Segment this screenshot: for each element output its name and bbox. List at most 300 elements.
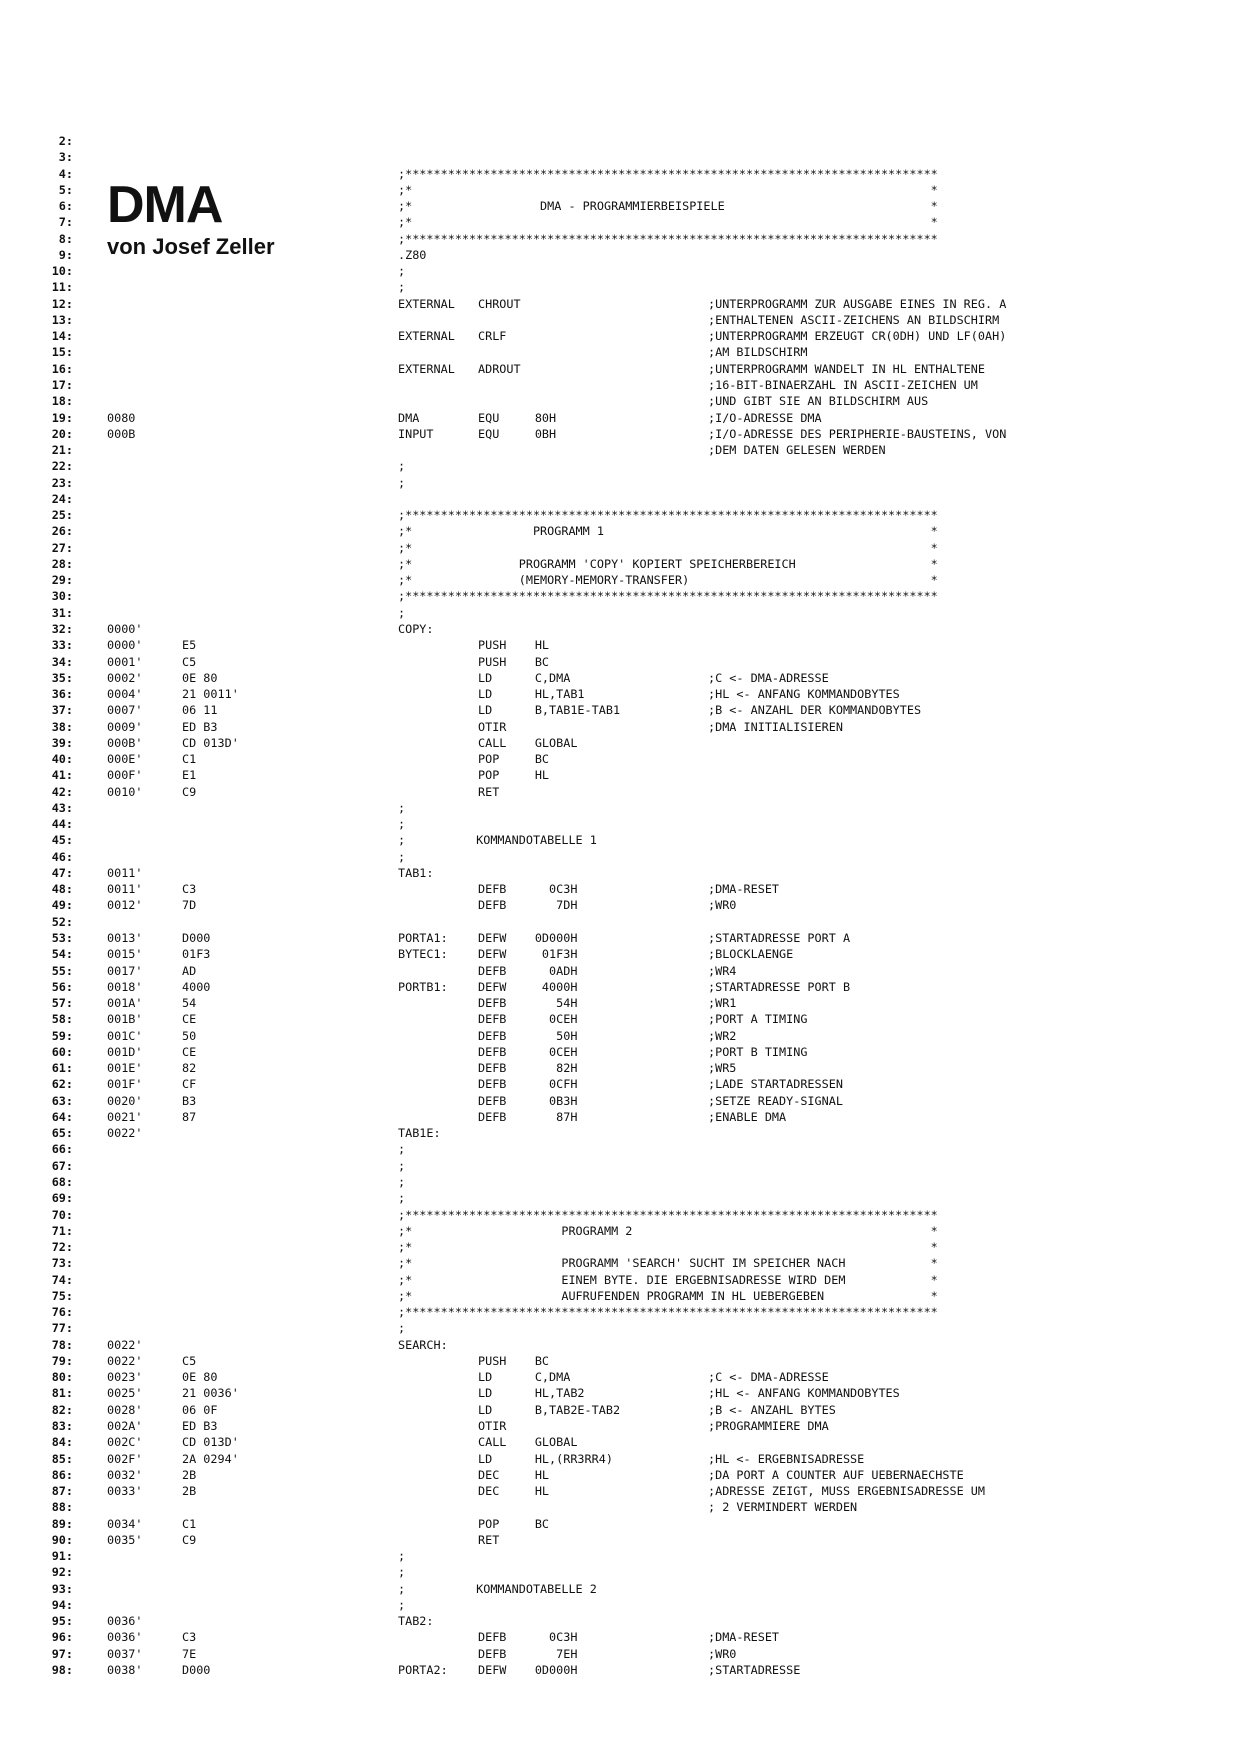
source-line: ; (398, 1142, 406, 1157)
address: 0009' (107, 719, 143, 734)
listing-row (0, 426, 1240, 442)
address: 0023' (107, 1370, 143, 1385)
listing-row (0, 442, 1240, 458)
source-instruction: POP BC (478, 1516, 550, 1531)
machine-code: C5 (182, 1353, 197, 1368)
line-number: 89: (51, 1516, 73, 1531)
listing-row (0, 1353, 1240, 1369)
source-comment: ;STARTADRESSE PORT B (708, 979, 851, 994)
source-line: ; (398, 800, 406, 815)
source-instruction: PUSH BC (478, 1353, 550, 1368)
listing-row (0, 1385, 1240, 1401)
source-label: DMA (398, 410, 420, 425)
address: 0028' (107, 1402, 143, 1417)
machine-code: 01F3 (182, 947, 211, 962)
line-number: 22: (51, 459, 73, 474)
machine-code: 06 11 (182, 703, 218, 718)
listing-row (0, 523, 1240, 539)
source-line: ;*************************************************************************** (398, 166, 938, 181)
source-instruction: EQU 0BH (478, 426, 557, 441)
source-line: ;*************************************************************************** (398, 1305, 938, 1320)
source-instruction: DEFW 0D000H (478, 931, 578, 946)
listing-row (0, 1337, 1240, 1353)
line-number: 3: (58, 150, 73, 165)
address: 000B' (107, 735, 143, 750)
line-number: 43: (51, 800, 73, 815)
source-comment: ;DMA-RESET (708, 882, 780, 897)
listing-row (0, 572, 1240, 588)
machine-code: D000 (182, 931, 211, 946)
source-instruction: DEFB 0ADH (478, 963, 578, 978)
source-line: ;*************************************************************************** (398, 508, 938, 523)
listing-row (0, 849, 1240, 865)
address: 0022' (107, 1337, 143, 1352)
listing-row (0, 1483, 1240, 1499)
listing-row (0, 556, 1240, 572)
listing-row (0, 1060, 1240, 1076)
line-number: 11: (51, 280, 73, 295)
source-label: BYTEC1: (398, 947, 448, 962)
listing-row (0, 182, 1240, 198)
source-label: EXTERNAL (398, 296, 455, 311)
listing-row (0, 231, 1240, 247)
machine-code: 4000 (182, 979, 211, 994)
source-line: ; (398, 280, 406, 295)
source-comment: ;WR1 (708, 996, 737, 1011)
listing-row (0, 1564, 1240, 1580)
source-line: ; KOMMANDOTABELLE 1 (398, 833, 597, 848)
source-comment: ;PORT A TIMING (708, 1012, 808, 1027)
line-number: 64: (51, 1109, 73, 1124)
source-comment: ;UNTERPROGRAMM WANDELT IN HL ENTHALTENE (708, 361, 985, 376)
source-instruction: DEFB 0CEH (478, 1044, 578, 1059)
listing-row (0, 605, 1240, 621)
line-number: 92: (51, 1565, 73, 1580)
line-number: 29: (51, 573, 73, 588)
listing-row (0, 1272, 1240, 1288)
source-instruction: PUSH HL (478, 638, 550, 653)
source-instruction: POP HL (478, 768, 550, 783)
listing-row (0, 1467, 1240, 1483)
source-comment: ;UND GIBT SIE AN BILDSCHIRM AUS (708, 394, 929, 409)
line-number: 26: (51, 524, 73, 539)
listing-row (0, 1516, 1240, 1532)
source-line: ; (398, 605, 406, 620)
article-title: DMA (107, 176, 223, 234)
source-instruction: DEFB 7EH (478, 1646, 578, 1661)
source-comment: ;AM BILDSCHIRM (708, 345, 808, 360)
listing-row (0, 507, 1240, 523)
address: 0035' (107, 1532, 143, 1547)
listing-row (0, 654, 1240, 670)
line-number: 74: (51, 1272, 73, 1287)
source-comment: ;WR5 (708, 1061, 737, 1076)
source-line: ;* DMA - PROGRAMMIERBEISPIELE * (398, 199, 938, 214)
line-number: 63: (51, 1093, 73, 1108)
line-number: 40: (51, 752, 73, 767)
line-number: 45: (51, 833, 73, 848)
address: 0018' (107, 979, 143, 994)
address: 0036' (107, 1630, 143, 1645)
line-number: 17: (51, 377, 73, 392)
source-line: ;* PROGRAMM 'SEARCH' SUCHT IM SPEICHER NACH * (398, 1256, 938, 1271)
source-line: ; (398, 459, 406, 474)
source-comment: ;WR0 (708, 1646, 737, 1661)
source-instruction: LD B,TAB2E-TAB2 (478, 1402, 621, 1417)
source-instruction: DEFB 0C3H (478, 882, 578, 897)
source-instruction: DEFB 87H (478, 1109, 578, 1124)
listing-row (0, 1532, 1240, 1548)
line-number: 71: (51, 1223, 73, 1238)
source-comment: ;C <- DMA-ADRESSE (708, 670, 829, 685)
source-comment: ;HL <- ANFANG KOMMANDOBYTES (708, 1386, 900, 1401)
listing-row (0, 296, 1240, 312)
source-comment: ;LADE STARTADRESSEN (708, 1077, 843, 1092)
address: 0025' (107, 1386, 143, 1401)
machine-code: 2B (182, 1484, 197, 1499)
line-number: 25: (51, 508, 73, 523)
source-line: ;* * (398, 215, 938, 230)
line-number: 28: (51, 556, 73, 571)
source-instruction: ADROUT (478, 361, 521, 376)
source-instruction: RET (478, 1532, 500, 1547)
source-instruction: PUSH BC (478, 654, 550, 669)
source-line: ; (398, 1321, 406, 1336)
line-number: 83: (51, 1418, 73, 1433)
source-comment: ;ENTHALTENEN ASCII-ZEICHENS AN BILDSCHIRM (708, 312, 1000, 327)
source-label: TAB1E: (398, 1126, 441, 1141)
source-line: ;* AUFRUFENDEN PROGRAMM IN HL UEBERGEBEN * (398, 1288, 938, 1303)
machine-code: E5 (182, 638, 197, 653)
source-line: ;* * (398, 182, 938, 197)
listing-row (0, 686, 1240, 702)
source-instruction: CALL GLOBAL (478, 735, 578, 750)
listing-row (0, 1662, 1240, 1678)
source-line: ; (398, 1175, 406, 1189)
machine-code: 82 (182, 1061, 197, 1076)
machine-code: 7D (182, 898, 197, 913)
address: 000B (107, 426, 136, 441)
machine-code: CD 013D' (182, 735, 239, 750)
line-number: 97: (51, 1646, 73, 1661)
listing-row (0, 735, 1240, 751)
listing-row (0, 832, 1240, 848)
machine-code: ED B3 (182, 1418, 218, 1433)
source-instruction: DEFB 0C3H (478, 1630, 578, 1645)
source-label: INPUT (398, 426, 434, 441)
line-number: 69: (51, 1191, 73, 1206)
source-instruction: DEFW 01F3H (478, 947, 578, 962)
listing-row (0, 816, 1240, 832)
machine-code: C9 (182, 1532, 197, 1547)
machine-code: C9 (182, 784, 197, 799)
line-number: 9: (58, 247, 73, 262)
source-instruction: CHROUT (478, 296, 521, 311)
listing-row (0, 1548, 1240, 1564)
source-instruction: DEFB 82H (478, 1061, 578, 1076)
listing-row (0, 914, 1240, 930)
source-label: EXTERNAL (398, 329, 455, 344)
line-number: 77: (51, 1321, 73, 1336)
source-instruction: DEFB 0B3H (478, 1093, 578, 1108)
listing-row (0, 149, 1240, 165)
listing-row (0, 361, 1240, 377)
listing-row (0, 979, 1240, 995)
machine-code: 50 (182, 1028, 197, 1043)
line-number: 81: (51, 1386, 73, 1401)
line-number: 38: (51, 719, 73, 734)
source-comment: ;B <- ANZAHL DER KOMMANDOBYTES (708, 703, 922, 718)
machine-code: 2B (182, 1467, 197, 1482)
line-number: 82: (51, 1402, 73, 1417)
address: 001B' (107, 1012, 143, 1027)
listing-row (0, 1076, 1240, 1092)
listing-row (0, 702, 1240, 718)
line-number: 21: (51, 443, 73, 458)
line-number: 12: (51, 296, 73, 311)
source-line: ; (398, 264, 406, 279)
source-instruction: RET (478, 784, 500, 799)
line-number: 14: (51, 329, 73, 344)
source-comment: ;WR0 (708, 898, 737, 913)
listing-row (0, 247, 1240, 263)
listing-row (0, 1581, 1240, 1597)
listing-row (0, 930, 1240, 946)
source-line: ; (398, 1158, 406, 1173)
address: 0011' (107, 865, 143, 880)
address: 0000' (107, 638, 143, 653)
listing-row (0, 214, 1240, 230)
line-number: 76: (51, 1305, 73, 1320)
line-number: 53: (51, 931, 73, 946)
source-comment: ;UNTERPROGRAMM ERZEUGT CR(0DH) UND LF(0AH) (708, 329, 1007, 344)
listing-row (0, 1239, 1240, 1255)
source-instruction: DEFB 50H (478, 1028, 578, 1043)
address: 0013' (107, 931, 143, 946)
listing-row (0, 897, 1240, 913)
listing-row (0, 1125, 1240, 1141)
line-number: 41: (51, 768, 73, 783)
line-number: 96: (51, 1630, 73, 1645)
listing-row (0, 719, 1240, 735)
address: 0002' (107, 670, 143, 685)
source-instruction: EQU 80H (478, 410, 557, 425)
source-line: ;* PROGRAMM 2 * (398, 1223, 938, 1238)
machine-code: 87 (182, 1109, 197, 1124)
line-number: 10: (51, 264, 73, 279)
listing-row (0, 1011, 1240, 1027)
address: 0032' (107, 1467, 143, 1482)
machine-code: 21 0036' (182, 1386, 239, 1401)
source-comment: ;DMA INITIALISIEREN (708, 719, 843, 734)
machine-code: D000 (182, 1662, 211, 1677)
article-author: von Josef Zeller (107, 234, 275, 259)
listing-row (0, 1402, 1240, 1418)
listing-row (0, 1629, 1240, 1645)
listing-row (0, 1158, 1240, 1174)
source-instruction: LD C,DMA (478, 1370, 571, 1385)
machine-code: AD (182, 963, 197, 978)
source-line: ;*************************************************************************** (398, 1207, 938, 1222)
listing-row (0, 458, 1240, 474)
address: 000F' (107, 768, 143, 783)
line-number: 47: (51, 865, 73, 880)
source-comment: ; 2 VERMINDERT WERDEN (708, 1500, 858, 1515)
source-line: ; (398, 1565, 406, 1580)
line-number: 7: (58, 215, 73, 230)
address: 001E' (107, 1061, 143, 1076)
source-comment: ;ENABLE DMA (708, 1109, 787, 1124)
machine-code: CE (182, 1044, 197, 1059)
listing-row (0, 865, 1240, 881)
source-instruction: OTIR (478, 1418, 507, 1433)
line-number: 62: (51, 1077, 73, 1092)
machine-code: C1 (182, 1516, 197, 1531)
address: 000E' (107, 752, 143, 767)
machine-code: C3 (182, 882, 197, 897)
line-number: 48: (51, 882, 73, 897)
address: 0022' (107, 1126, 143, 1141)
source-instruction: DEC HL (478, 1467, 550, 1482)
machine-code: 21 0011' (182, 687, 239, 702)
line-number: 52: (51, 914, 73, 929)
address: 001C' (107, 1028, 143, 1043)
line-number: 13: (51, 312, 73, 327)
listing-row (0, 344, 1240, 360)
source-comment: ;DEM DATEN GELESEN WERDEN (708, 443, 886, 458)
listing-row (0, 393, 1240, 409)
source-instruction: CALL GLOBAL (478, 1435, 578, 1450)
line-number: 80: (51, 1370, 73, 1385)
source-instruction: DEFB 0CEH (478, 1012, 578, 1027)
listing-row (0, 328, 1240, 344)
assembler-listing (0, 133, 1240, 1678)
machine-code: C5 (182, 654, 197, 669)
listing-row (0, 1499, 1240, 1515)
source-comment: ;WR4 (708, 963, 737, 978)
line-number: 23: (51, 475, 73, 490)
source-line: ;*************************************************************************** (398, 231, 938, 246)
line-number: 18: (51, 394, 73, 409)
line-number: 68: (51, 1175, 73, 1189)
machine-code: CF (182, 1077, 197, 1092)
machine-code: CE (182, 1012, 197, 1027)
line-number: 87: (51, 1484, 73, 1499)
listing-row (0, 1190, 1240, 1206)
address: 0020' (107, 1093, 143, 1108)
source-instruction: LD HL,TAB1 (478, 687, 585, 702)
line-number: 44: (51, 817, 73, 832)
source-instruction: POP BC (478, 752, 550, 767)
line-number: 95: (51, 1614, 73, 1629)
listing-row (0, 166, 1240, 182)
line-number: 36: (51, 687, 73, 702)
machine-code: ED B3 (182, 719, 218, 734)
source-comment: ;I/O-ADRESSE DES PERIPHERIE-BAUSTEINS, VON (708, 426, 1007, 441)
line-number: 34: (51, 654, 73, 669)
line-number: 70: (51, 1207, 73, 1222)
source-line: ; (398, 475, 406, 490)
line-number: 57: (51, 996, 73, 1011)
line-number: 84: (51, 1435, 73, 1450)
source-label: TAB2: (398, 1614, 434, 1629)
source-instruction: DEFW 0D000H (478, 1662, 578, 1677)
source-comment: ;DA PORT A COUNTER AUF UEBERNAECHSTE (708, 1467, 964, 1482)
machine-code: 06 0F (182, 1402, 218, 1417)
address: 0004' (107, 687, 143, 702)
line-number: 30: (51, 589, 73, 604)
listing-row (0, 198, 1240, 214)
address: 0007' (107, 703, 143, 718)
listing-row (0, 1207, 1240, 1223)
line-number: 35: (51, 670, 73, 685)
line-number: 73: (51, 1256, 73, 1271)
listing-row (0, 279, 1240, 295)
address: 002F' (107, 1451, 143, 1466)
listing-row (0, 1597, 1240, 1613)
source-comment: ;WR2 (708, 1028, 737, 1043)
source-line: ;* * (398, 1240, 938, 1255)
address: 0010' (107, 784, 143, 799)
listing-row (0, 133, 1240, 149)
source-comment: ;UNTERPROGRAMM ZUR AUSGABE EINES IN REG. A (708, 296, 1007, 311)
line-number: 72: (51, 1240, 73, 1255)
listing-row (0, 1613, 1240, 1629)
source-label: COPY: (398, 621, 434, 636)
line-number: 15: (51, 345, 73, 360)
listing-row (0, 263, 1240, 279)
line-number: 37: (51, 703, 73, 718)
address: 0011' (107, 882, 143, 897)
machine-code: 7E (182, 1646, 197, 1661)
listing-row (0, 637, 1240, 653)
line-number: 93: (51, 1581, 73, 1596)
listing-row (0, 963, 1240, 979)
address: 0000' (107, 621, 143, 636)
line-number: 16: (51, 361, 73, 376)
address: 0021' (107, 1109, 143, 1124)
line-number: 75: (51, 1288, 73, 1303)
address: 0015' (107, 947, 143, 962)
line-number: 42: (51, 784, 73, 799)
listing-row (0, 491, 1240, 507)
source-comment: ;I/O-ADRESSE DMA (708, 410, 822, 425)
source-comment: ;ADRESSE ZEIGT, MUSS ERGEBNISADRESSE UM (708, 1484, 985, 1499)
source-instruction: DEFB 7DH (478, 898, 578, 913)
source-comment: ;DMA-RESET (708, 1630, 780, 1645)
source-instruction: DEFB 54H (478, 996, 578, 1011)
line-number: 32: (51, 621, 73, 636)
line-number: 49: (51, 898, 73, 913)
listing-row (0, 621, 1240, 637)
machine-code: 0E 80 (182, 1370, 218, 1385)
source-line: .Z80 (398, 247, 427, 262)
machine-code: B3 (182, 1093, 197, 1108)
listing-row (0, 946, 1240, 962)
address: 0017' (107, 963, 143, 978)
line-number: 60: (51, 1044, 73, 1059)
address: 0080 (107, 410, 136, 425)
line-number: 85: (51, 1451, 73, 1466)
listing-row (0, 1304, 1240, 1320)
listing-row (0, 1109, 1240, 1125)
source-label: PORTA2: (398, 1662, 448, 1677)
line-number: 24: (51, 491, 73, 506)
source-line: ; (398, 1191, 406, 1206)
source-line: ; (398, 1597, 406, 1612)
line-number: 58: (51, 1012, 73, 1027)
listing-row (0, 312, 1240, 328)
